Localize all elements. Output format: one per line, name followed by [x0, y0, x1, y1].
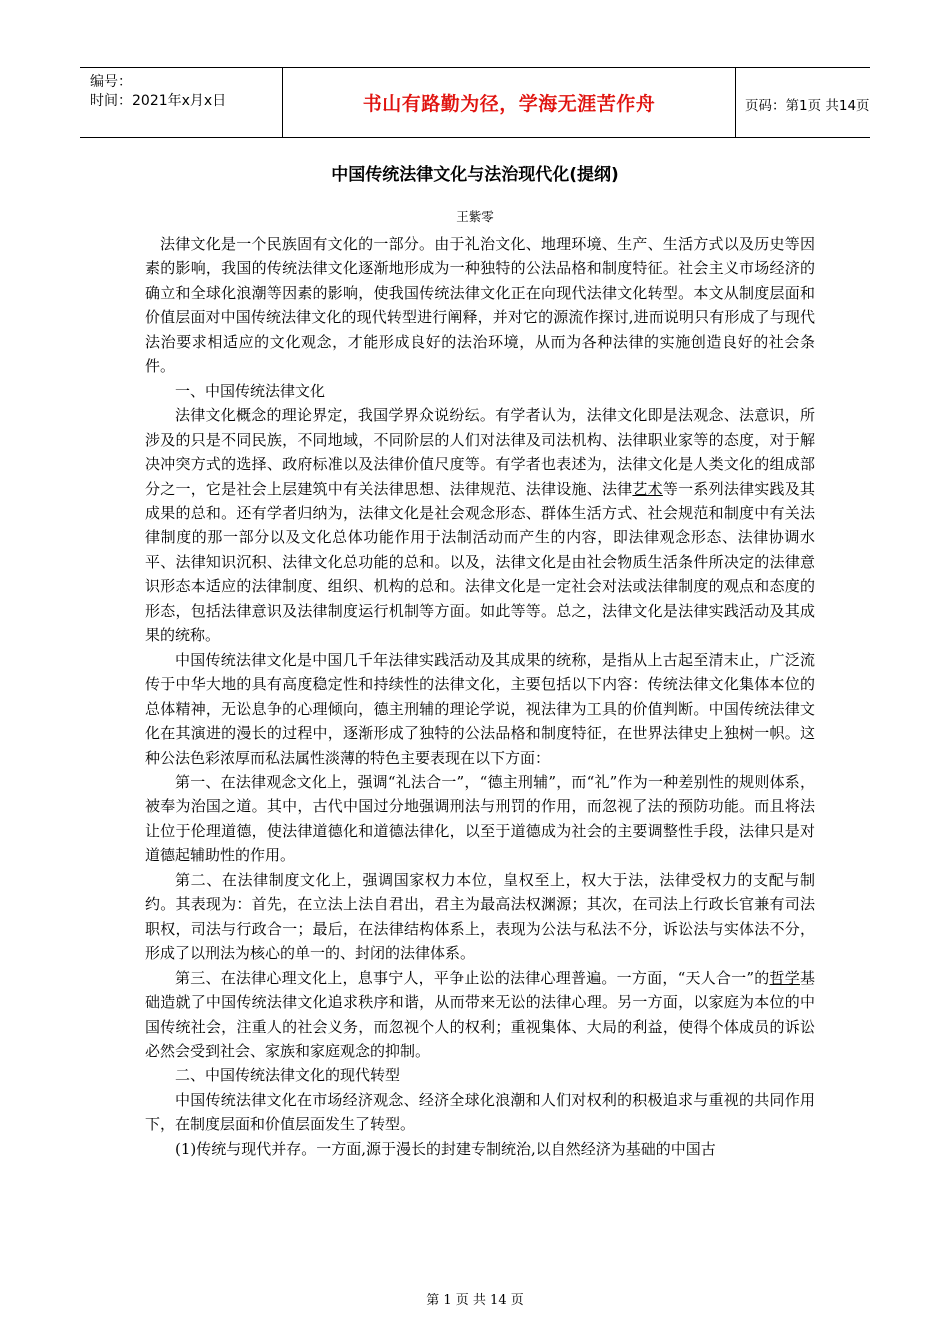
header-meta-cell [80, 68, 282, 137]
paragraph: 法律文化概念的理论界定，我国学界众说纷纭。有学者认为，法律文化即是法观念、法意识，所涉及的只是不同民族，不同地域，不同阶层的人们对法律及司法机构、法律职业家等的态度，对于解决冲突方式的选择、政府标准以及法律价值尺度等。有学者也表述为，法律文化是人类文化的组成部分之一，它是社会上层建筑中有关法律思想、法律规范、法律设施、法律艺术等一系列法律实践及其成果的总和。还有学者归纳为，法律文化是社会观念形态、群体生活方式、社会规范和制度中有关法律制度的那一部分以及文化总体功能作用于法制活动而产生的内容，即法律观念形态、法律协调水平、法律知识沉积、法律文化总功能的总和。以及，法律文化是由社会物质生活条件所决定的法律意识形态本适应的法律制度、组织、机构的总和。法律文化是一定社会对法或法律制度的观点和态度的形态，包括法律意识及法律制度运行机制等方面。如此等等。总之，法律文化是法律实践活动及其成果的统称。 [145, 406, 815, 645]
header-motto-cell [282, 68, 736, 137]
section-heading: 二、中国传统法律文化的现代转型 [175, 1066, 401, 1085]
document-author: 王紫零 [456, 209, 494, 224]
header-page-cell [735, 68, 870, 137]
number-label: 编号： [90, 74, 132, 90]
link-philosophy[interactable]: 哲学 [769, 968, 800, 987]
paragraph: 法律文化是一个民族固有文化的一部分。由于礼治文化、地理环境、生产、生活方式以及历史等因素的影响，我国的传统法律文化逐渐地形成为一种独特的公法品格和制度特征。社会主义市场经济的确立和全球化浪潮等因素的影响，使我国传统法律文化正在向现代法律文化转型。本文从制度层面和价值层面对中国传统法律文化的现代转型进行阐释，并对它的源流作探讨,进而说明只有形成了与现代法治要求相适应的文化观念，才能形成良好的法治环境，从而为各种法律的实施创造良好的社会条件。 [145, 235, 815, 376]
page-info: 页码：第1页 共14页 [745, 98, 870, 114]
motto-text: 书山有路勤为径，学海无涯苦作舟 [362, 93, 656, 115]
document-header-table [80, 67, 870, 138]
time-label: 时间：2021年x月x日 [90, 93, 227, 109]
document-body [145, 232, 815, 1161]
page-footer: 第 1 页 共 14 页 [426, 1293, 524, 1308]
link-art[interactable]: 艺术 [632, 479, 663, 498]
paragraph: 中国传统法律文化在市场经济观念、经济全球化浪潮和人们对权利的积极追求与重视的共同作用下，在制度层面和价值层面发生了转型。 [145, 1090, 815, 1134]
document-title: 中国传统法律文化与法治现代化(提纲) [331, 165, 619, 185]
paragraph: 第一、在法律观念文化上，强调“礼法合一”，“德主刑辅”，而“礼”作为一种差别性的规则体系，被奉为治国之道。其中，古代中国过分地强调刑法与刑罚的作用，而忽视了法的预防功能。而且将法让位于伦理道德，使法律道德化和道德法律化，以至于道德成为社会的主要调整性手段，法律只是对道德起辅助性的作用。 [145, 772, 815, 865]
section-heading: 一、中国传统法律文化 [175, 381, 326, 400]
paragraph: 第三、在法律心理文化上，息事宁人，平争止讼的法律心理普遍。一方面，“天人合一”的哲学基础造就了中国传统法律文化追求秩序和谐，从而带来无讼的法律心理。另一方面，以家庭为本位的中国传统社会，注重人的社会义务，而忽视个人的权利；重视集体、大局的利益，使得个体成员的诉讼必然会受到社会、家族和家庭观念的抑制。 [145, 968, 815, 1060]
paragraph: 第二、在法律制度文化上，强调国家权力本位，皇权至上，权大于法，法律受权力的支配与制约。其表现为：首先，在立法上法自君出，君主为最高法权渊源；其次，在司法上行政长官兼有司法职权，司法与行政合一；最后，在法律结构体系上，表现为公法与私法不分，诉讼法与实体法不分，形成了以刑法为核心的单一的、封闭的法律体系。 [145, 870, 815, 963]
paragraph: (1)传统与现代并存。一方面,源于漫长的封建专制统治,以自然经济为基础的中国古 [175, 1139, 716, 1158]
paragraph: 中国传统法律文化是中国几千年法律实践活动及其成果的统称，是指从上古起至清末止，广泛流传于中华大地的具有高度稳定性和持续性的法律文化，主要包括以下内容：传统法律文化集体本位的总体精神，无讼息争的心理倾向，德主刑辅的理论学说，视法律为工具的价值判断。中国传统法律文化在其演进的漫长的过程中，逐渐形成了独特的公法品格和制度特征，在世界法律史上独树一帜。这种公法色彩浓厚而私法属性淡薄的特色主要表现在以下方面： [145, 650, 815, 767]
